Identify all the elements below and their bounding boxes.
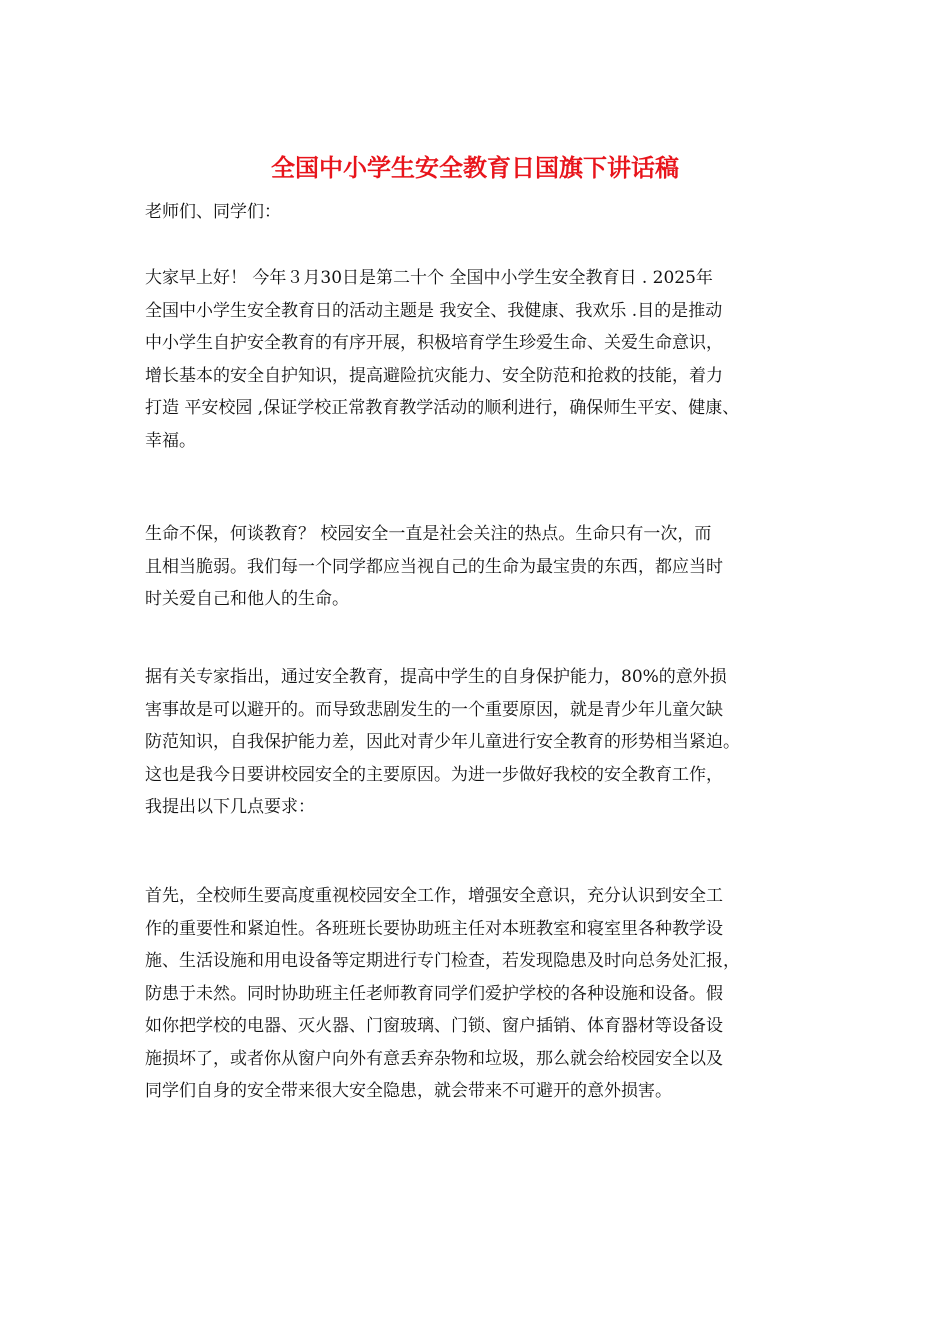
paragraph-line: 如你把学校的电器、灭火器、门窗玻璃、门锁、窗户插销、体育器材等设备设	[145, 1016, 723, 1036]
paragraph-line: 我提出以下几点要求：	[145, 797, 315, 817]
paragraph-line: 施、生活设施和用电设备等定期进行专门检查，若发现隐患及时向总务处汇报，	[145, 951, 740, 971]
paragraph-line: 防范知识，自我保护能力差，因此对青少年儿童进行安全教育的形势相当紧迫。	[145, 732, 740, 752]
paragraph-line: 大家早上好！ 今年３月30日是第二十个 全国中小学生安全教育日 . 2025年	[145, 268, 713, 288]
paragraph-line: 害事故是可以避开的。而导致悲剧发生的一个重要原因，就是青少年儿童欠缺	[145, 699, 723, 720]
paragraph-line: 同学们自身的安全带来很大安全隐患，就会带来不可避开的意外损害。	[145, 1081, 672, 1101]
document-title: 全国中小学生安全教育日国旗下讲话稿	[271, 153, 679, 182]
paragraph-line: 首先，全校师生要高度重视校园安全工作，增强安全意识，充分认识到安全工	[145, 886, 723, 906]
paragraph-line: 打造 平安校园 ,保证学校正常教育教学活动的顺利进行，确保师生平安、健康、	[145, 398, 740, 418]
paragraph-line: 施损坏了，或者你从窗户向外有意丢弃杂物和垃圾，那么就会给校园安全以及	[145, 1048, 723, 1069]
paragraph-2	[145, 518, 845, 616]
paragraph-line: 作的重要性和紧迫性。各班班长要协助班主任对本班教室和寝室里各种教学设	[145, 918, 723, 939]
paragraph-line: 时关爱自己和他人的生命。	[145, 589, 349, 609]
paragraph-line: 且相当脆弱。我们每一个同学都应当视自己的生命为最宝贵的东西，都应当时	[145, 556, 723, 577]
paragraph-line: 增长基本的安全自护知识，提高避险抗灾能力、安全防范和抢救的技能，着力	[145, 365, 723, 386]
paragraph-line: 这也是我今日要讲校园安全的主要原因。为进一步做好我校的安全教育工作，	[145, 764, 723, 785]
salutation: 老师们、同学们：	[145, 202, 281, 222]
paragraph-line: 全国中小学生安全教育日的活动主题是 我安全、我健康、我欢乐 .目的是推动	[145, 300, 723, 321]
paragraph-line: 据有关专家指出，通过安全教育，提高中学生的自身保护能力，80%的意外损	[145, 667, 727, 687]
paragraph-line: 中小学生自护安全教育的有序开展，积极培育学生珍爱生命、关爱生命意识，	[145, 333, 723, 353]
paragraph-4	[145, 880, 845, 1108]
paragraph-line: 生命不保，何谈教育？ 校园安全一直是社会关注的热点。生命只有一次，而	[145, 524, 712, 544]
paragraph-line: 幸福。	[145, 430, 196, 451]
paragraph-3	[145, 661, 845, 824]
paragraph-line: 防患于未然。同时协助班主任老师教育同学们爱护学校的各种设施和设备。假	[145, 983, 723, 1004]
paragraph-1	[145, 262, 845, 457]
